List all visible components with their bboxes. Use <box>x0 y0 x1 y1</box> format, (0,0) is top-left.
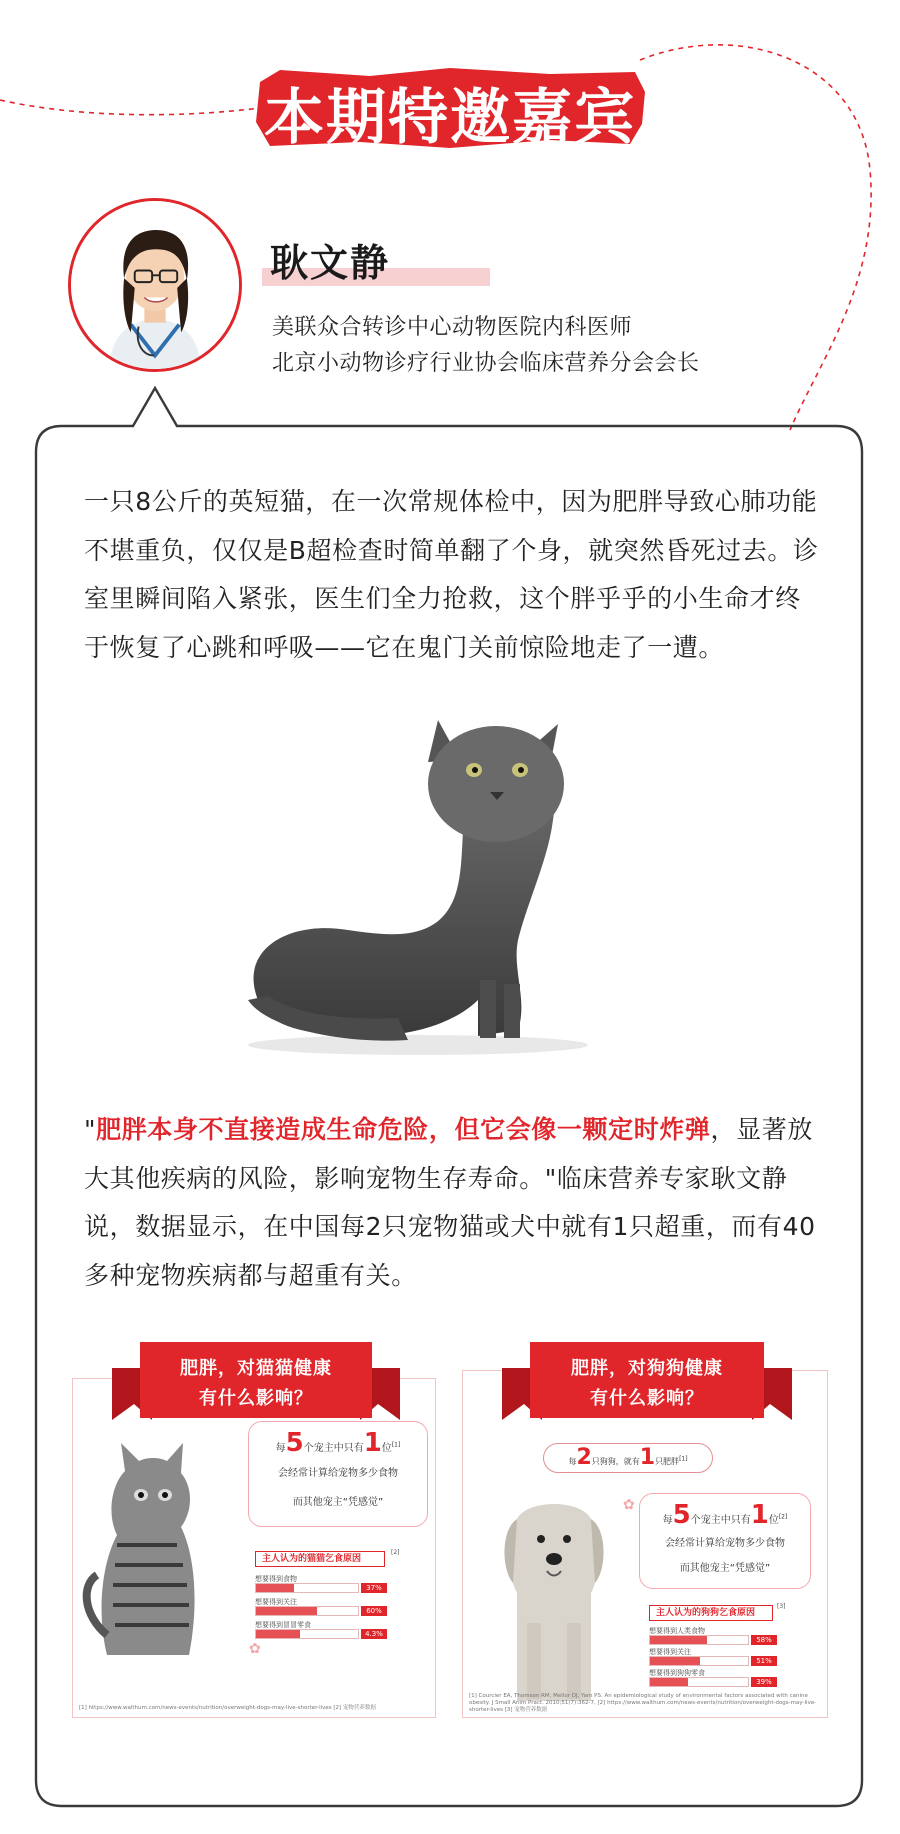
section-title-banner <box>250 62 650 152</box>
golden-retriever-image <box>487 1473 621 1701</box>
stat-ref: [1] <box>391 1441 401 1449</box>
tabby-cat-image <box>77 1415 217 1665</box>
pill-ref: [1] <box>679 1455 688 1463</box>
guest-avatar <box>68 198 242 372</box>
cat-obesity-infographic <box>72 1378 436 1718</box>
cause-label: 想要得到关注 <box>649 1648 691 1656</box>
cause-percent: 51% <box>751 1656 777 1666</box>
pill-pre: 每 <box>568 1457 577 1466</box>
cat-footnote: [1] https://www.walthum.com/news-events/nutrition/overweight-dogs-may-live-shorter-lives [2] 宠物营养数据 <box>79 1705 376 1711</box>
causes-ref: [3] <box>777 1603 786 1610</box>
dog-panel-ribbon <box>502 1342 792 1428</box>
dog-panel-title-line2: 有什么影响？ <box>590 1388 704 1409</box>
pill-number-two: 2 <box>576 1445 592 1470</box>
cause-bar-track <box>255 1629 359 1639</box>
cat-panel-title-line1: 肥胖，对猫猫健康 <box>180 1358 332 1379</box>
cause-bar-track <box>255 1583 359 1593</box>
cat-panel-title-line2: 有什么影响？ <box>199 1388 313 1409</box>
causes-ref: [2] <box>391 1549 400 1556</box>
causes-title: 主人认为的猫猫乞食原因 <box>255 1551 385 1567</box>
story-paragraph: 一只8公斤的英短猫，在一次常规体检中，因为肥胖导致心肺功能不堪重负，仅仅是B超检查时简单翻了个身，就突然昏死过去。诊室里瞬间陷入紧张，医生们全力抢救，这个胖乎乎的小生命才终于恢复了心跳和呼吸——它在鬼门关前惊险地走了一遭。 <box>84 487 819 662</box>
cause-row <box>649 1647 779 1669</box>
section-title: 本期特邀嘉宾 <box>264 83 636 153</box>
cause-label: 想要得到狗狗零食 <box>649 1669 705 1677</box>
quote-highlight: 肥胖本身不直接造成生命危险，但它会像一颗定时炸弹 <box>96 1115 711 1144</box>
expert-quote-paragraph <box>84 1106 822 1300</box>
british-shorthair-cat-image <box>228 700 608 1060</box>
stat-pre: 每 <box>662 1515 673 1526</box>
stat-number-five: 5 <box>285 1428 304 1458</box>
cause-percent: 39% <box>751 1677 777 1687</box>
flower-decoration-icon: ✿ <box>249 1641 261 1657</box>
cause-bar-track <box>649 1656 749 1666</box>
flower-decoration-icon: ✿ <box>623 1497 635 1513</box>
stat-pre: 每 <box>275 1443 286 1454</box>
cause-label: 想要得到关注 <box>255 1598 297 1606</box>
guest-title-line2: 北京小动物诊疗行业协会临床营养分会会长 <box>272 351 700 376</box>
stat-mid: 个宠主中只有 <box>690 1515 751 1526</box>
stat-post: 位 <box>381 1443 392 1454</box>
cause-bar-fill <box>256 1607 317 1615</box>
cause-percent: 4.3% <box>361 1629 387 1639</box>
cause-row <box>649 1626 779 1648</box>
guest-name: 耿文静 <box>270 241 391 285</box>
cause-bar-fill <box>256 1584 294 1592</box>
cause-bar-fill <box>650 1678 688 1686</box>
stat-ref: [2] <box>778 1513 788 1521</box>
pill-number-one: 1 <box>639 1445 656 1470</box>
cause-bar-track <box>255 1606 359 1616</box>
stat-number-one: 1 <box>750 1500 769 1530</box>
cause-row <box>255 1574 385 1596</box>
stat-line2: 会经常计算给宠物多少食物 <box>278 1468 398 1479</box>
owner-stat-box <box>639 1493 811 1589</box>
stat-post: 位 <box>768 1515 779 1526</box>
cat-panel-ribbon <box>112 1342 400 1428</box>
stat-number-one: 1 <box>363 1428 382 1458</box>
cause-percent: 60% <box>361 1606 387 1616</box>
stat-mid: 个宠主中只有 <box>303 1443 364 1454</box>
dog-footnote: [1] Courcier EA, Thomson RM, Mellor DJ, Yam PS. An epidemiological study of environmental factors associated with canine obesity. J Small Anim Pract. 2010;51(7):362-7. [2] https://www.walthum.com/news-events/nutrition/overweight-dogs-may-live-shorter-lives [3] 宠物营养数据 <box>469 1693 817 1713</box>
quote-rest: ，显著放大其他疾病的风险，影响宠物生存寿命。"临床营养专家耿文静说，数据显示，在中国每2只宠物猫或犬中就有1只超重，而有40多种宠物疾病都与超重有关。 <box>84 1115 816 1290</box>
cause-bar-fill <box>256 1630 300 1638</box>
guest-title-line1: 美联众合转诊中心动物医院内科医师 <box>272 315 633 340</box>
cause-percent: 58% <box>751 1635 777 1645</box>
cause-bar-fill <box>650 1657 700 1665</box>
causes-title: 主人认为的狗狗乞食原因 <box>649 1605 773 1621</box>
pill-post: 只肥胖 <box>655 1457 680 1466</box>
owner-stat-box <box>248 1421 428 1527</box>
cause-row <box>255 1597 385 1619</box>
dog-obesity-pill <box>543 1443 713 1473</box>
stat-number-five: 5 <box>672 1500 691 1530</box>
stat-line2: 会经常计算给宠物多少食物 <box>665 1538 785 1549</box>
cause-row <box>255 1620 385 1642</box>
cause-label: 想要得到人类食物 <box>649 1627 705 1635</box>
cause-label: 想要得到冒冒零食 <box>255 1621 311 1629</box>
stat-line3: 而其他宠主“凭感觉” <box>679 1563 771 1574</box>
pill-mid: 只狗狗，就有 <box>591 1457 640 1466</box>
dog-panel-title-line1: 肥胖，对狗狗健康 <box>571 1358 723 1379</box>
doctor-portrait-icon <box>71 201 239 369</box>
cause-row <box>649 1668 779 1690</box>
cause-bar-track <box>649 1677 749 1687</box>
cause-bar-track <box>649 1635 749 1645</box>
quote-open-mark: " <box>84 1115 97 1144</box>
cause-bar-fill <box>650 1636 707 1644</box>
cause-percent: 37% <box>361 1583 387 1593</box>
cause-label: 想要得到食物 <box>255 1575 297 1583</box>
stat-line3: 而其他宠主“凭感觉” <box>292 1497 384 1508</box>
